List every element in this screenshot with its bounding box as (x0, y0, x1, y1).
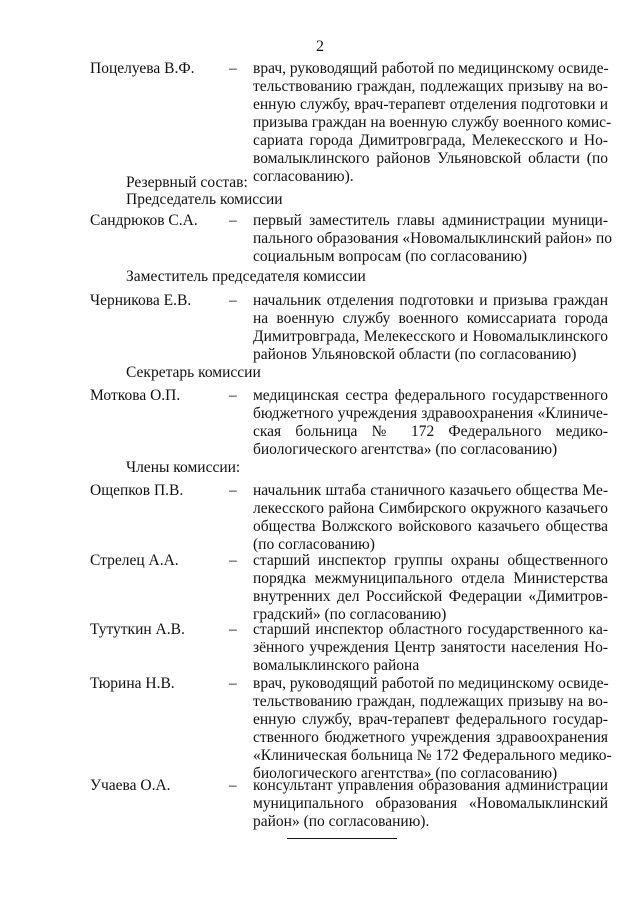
entry-name: Ощепков П.В. (90, 482, 184, 499)
description-line: начальник отделения подготовки и призыва граждан (253, 292, 608, 309)
entry-name: Моткова О.П. (90, 387, 181, 404)
description-line: на военную службу военного комиссариата города (253, 310, 608, 327)
description-line: бюджетного учреждения здравоохранения «Клиниче- (253, 405, 608, 422)
description-line: общества Волжского войскового казачьего общества (253, 518, 608, 535)
description-line: енную службу, врач-терапевт федерального государ- (253, 711, 608, 728)
entry-description (253, 777, 608, 831)
page-number: 2 (316, 38, 324, 55)
entry-description (253, 60, 612, 186)
entry-description (253, 387, 608, 459)
description-line: старший инспектор областного государственного ка- (253, 621, 608, 638)
description-line: внутренних дел Российской Федерации «Димитров- (253, 588, 608, 605)
description-line: зённого учреждения Центр занятости населения Но- (253, 639, 608, 656)
description-line: вомалыклинского районов Ульяновской области (по (253, 150, 608, 167)
description-line: консультант управления образования администрации (253, 777, 608, 794)
reserve-heading: Резервный состав: (126, 174, 248, 191)
entry-dash: – (229, 482, 237, 499)
description-line: начальник штаба станичного казачьего общества Ме- (253, 482, 608, 499)
description-line: порядка межмуниципального отдела Министерства (253, 570, 608, 587)
description-line: биологического агентства» (по согласованию) (253, 765, 558, 782)
entry-name: Сандрюков С.А. (90, 212, 198, 229)
entry-dash: – (229, 387, 237, 404)
description-line: градский» (по согласованию) (253, 606, 447, 623)
description-line: врач, руководящий работой по медицинскому освиде- (253, 675, 609, 692)
entry-description (253, 621, 608, 675)
description-line: социальным вопросам (по согласованию) (253, 248, 528, 265)
description-line: согласованию). (253, 168, 354, 185)
entry-name: Тутуткин А.В. (90, 621, 185, 638)
description-line: биологического агентства» (по согласованию) (253, 441, 558, 458)
description-line: лекесского района Симбирского окружного казачьего (253, 500, 608, 517)
description-line: старший инспектор группы охраны общественного (253, 552, 608, 569)
entry-description (253, 675, 612, 783)
description-line: первый заместитель главы администрации муници- (253, 212, 608, 229)
entry-name: Черникова Е.В. (90, 292, 192, 309)
deputy-heading: Заместитель председателя комиссии (126, 268, 366, 285)
entry-dash: – (229, 212, 237, 229)
description-line: (по согласованию) (253, 536, 375, 553)
entry-name: Тюрина Н.В. (90, 675, 175, 692)
members-heading: Члены комиссии: (126, 459, 241, 476)
entry-description (253, 212, 612, 266)
description-line: районов Ульяновской области (по согласованию) (253, 346, 577, 363)
entry-name: Поцелуева В.Ф. (90, 60, 195, 77)
description-line: ственного бюджетного учреждения здравоохранения (253, 729, 608, 746)
description-line: сариата города Димитровграда, Мелекесского и Но- (253, 132, 608, 149)
description-line: пального образования «Новомалыклинский район» по (253, 230, 612, 247)
description-line: тельствованию граждан, подлежащих призыву на во- (253, 693, 608, 710)
entry-name: Стрелец А.А. (90, 552, 179, 569)
description-line: медицинская сестра федерального государственного (253, 387, 608, 404)
entry-description (253, 482, 608, 554)
description-line: призыва граждан на военную службу военного комис- (253, 114, 612, 131)
entry-dash: – (229, 60, 237, 77)
description-line: муниципального образования «Новомалыклинский (253, 795, 608, 812)
secretary-heading: Секретарь комиссии (126, 364, 261, 381)
description-line: врач, руководящий работой по медицинскому освиде- (253, 60, 609, 77)
entry-dash: – (229, 777, 237, 794)
description-line: Димитровграда, Мелекесского и Новомалыклинского (253, 328, 608, 345)
entry-description (253, 552, 608, 624)
chairman-heading: Председатель комиссии (126, 191, 283, 208)
entry-description (253, 292, 608, 364)
entry-dash: – (229, 292, 237, 309)
description-line: район» (по согласованию). (253, 813, 430, 830)
description-line: ская больница № 172 Федерального медико- (253, 423, 608, 440)
entry-dash: – (229, 675, 237, 692)
closing-rule (287, 838, 397, 839)
entry-dash: – (229, 552, 237, 569)
description-line: «Клиническая больница № 172 Федерального медико- (253, 747, 612, 764)
entry-dash: – (229, 621, 237, 638)
description-line: вомалыклинского района (253, 657, 420, 674)
description-line: тельствованию граждан, подлежащих призыву на во- (253, 78, 608, 95)
entry-name: Учаева О.А. (90, 777, 171, 794)
description-line: енную службу, врач-терапевт отделения подготовки и (253, 96, 608, 113)
